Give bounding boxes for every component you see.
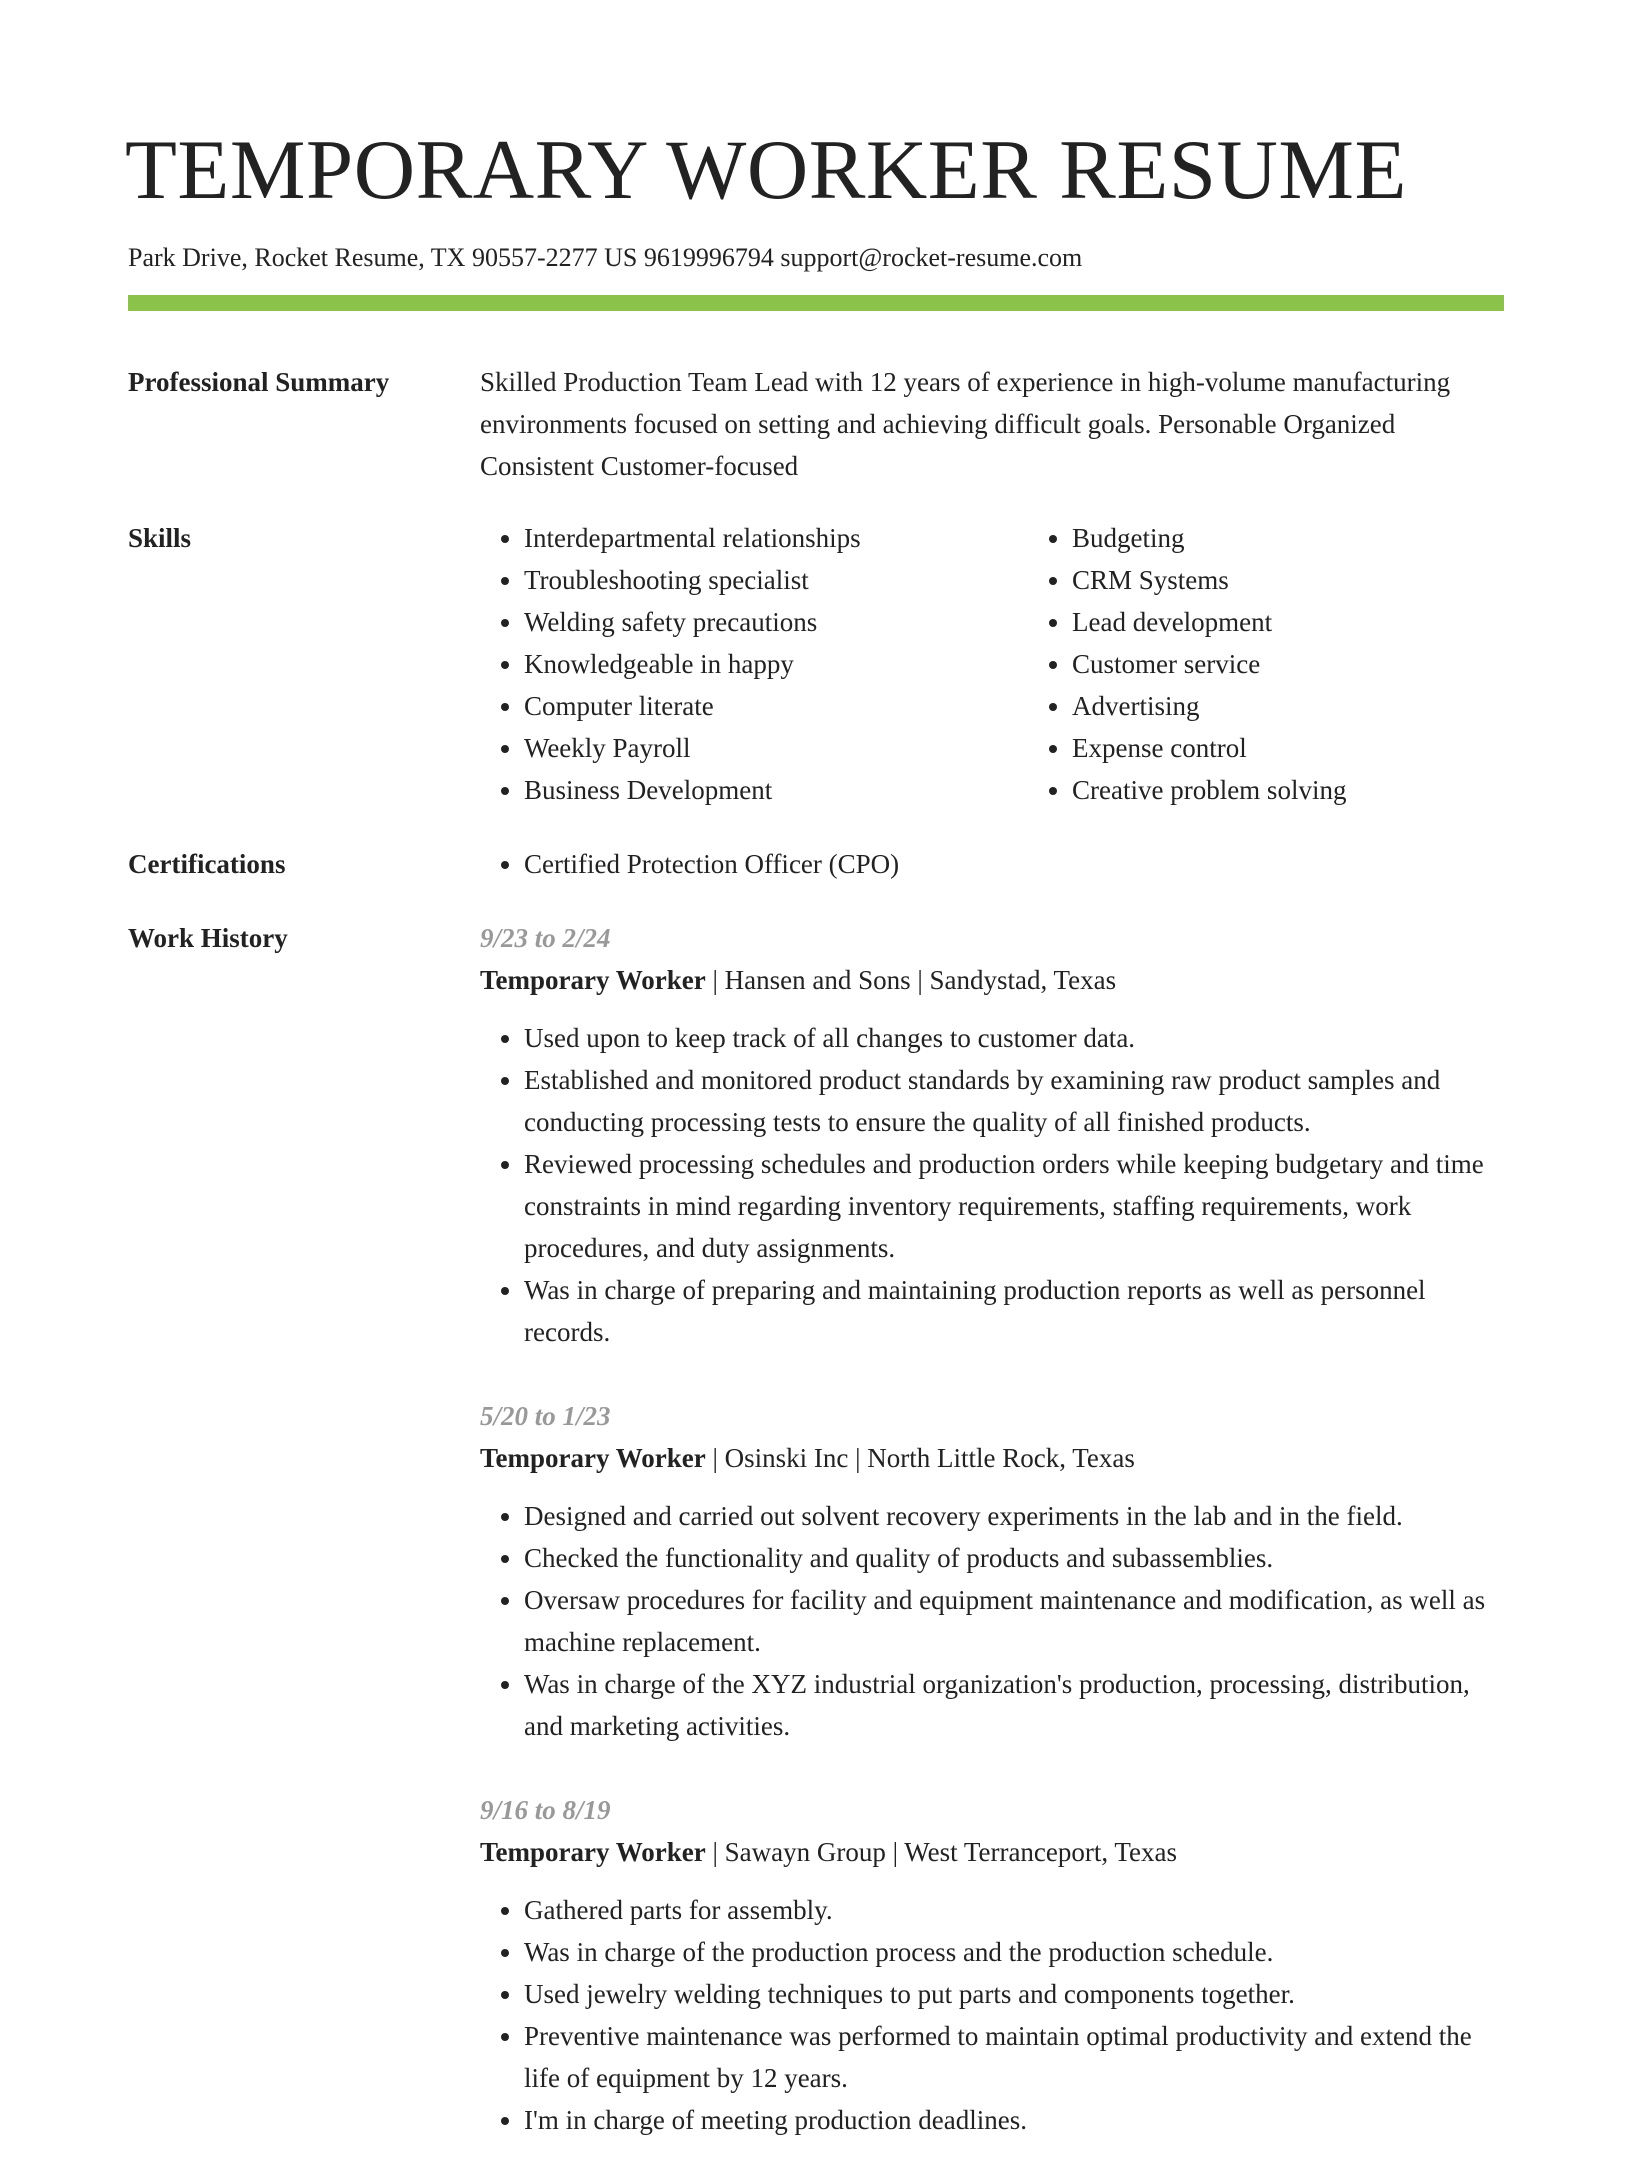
job-bullet: • Reviewed processing schedules and production orders while keeping budgetary and time constraints in mind regarding inventory requirements, staffing requirements, work procedures, and duty assignments. xyxy=(524,1143,1504,1269)
work-history-body xyxy=(480,917,1504,2183)
job-dates: 5/20 to 1/23 xyxy=(480,1400,611,1431)
skills-list-right xyxy=(1028,517,1504,811)
skill-item: • CRM Systems xyxy=(1072,559,1504,601)
skills-section xyxy=(128,517,1504,811)
skill-item: • Creative problem solving xyxy=(1072,769,1504,811)
job-bullet: • Used upon to keep track of all changes to customer data. xyxy=(524,1017,1504,1059)
resume-title: TEMPORARY WORKER RESUME xyxy=(125,123,1407,217)
job-company: Sawayn Group xyxy=(724,1836,886,1867)
job-bullet: • Gathered parts for assembly. xyxy=(524,1889,1504,1931)
job-bullet: • Designed and carried out solvent recovery experiments in the lab and in the field. xyxy=(524,1495,1504,1537)
contact-line: Park Drive, Rocket Resume, TX 90557-2277 US 9619996794 support@rocket-resume.com xyxy=(128,243,1083,272)
job-bullet-list xyxy=(480,1495,1504,1747)
job-bullet: • Used jewelry welding techniques to put parts and components together. xyxy=(524,1973,1504,2015)
section-label-skills: Skills xyxy=(128,522,192,553)
job-location: North Little Rock, Texas xyxy=(867,1442,1135,1473)
professional-summary-section xyxy=(128,361,1504,487)
job-bullet: • Oversaw procedures for facility and equipment maintenance and modification, as well as machine replacement. xyxy=(524,1579,1504,1663)
job-dates: 9/23 to 2/24 xyxy=(480,922,611,953)
skill-item: • Troubleshooting specialist xyxy=(524,559,1028,601)
skill-item: • Business Development xyxy=(524,769,1028,811)
skill-item: • Weekly Payroll xyxy=(524,727,1028,769)
skill-item: • Lead development xyxy=(1072,601,1504,643)
header-divider xyxy=(128,295,1504,311)
job-bullet: • Was in charge of the production process and the production schedule. xyxy=(524,1931,1504,1973)
job-bullet: • I'm in charge of meeting production deadlines. xyxy=(524,2099,1504,2141)
job-location: West Terranceport, Texas xyxy=(904,1836,1177,1867)
skill-item: • Interdepartmental relationships xyxy=(524,517,1028,559)
job-header: Temporary Worker | Hansen and Sons | Sandystad, Texas xyxy=(480,964,1117,995)
skill-item: • Knowledgeable in happy xyxy=(524,643,1028,685)
job-bullet-list xyxy=(480,1889,1504,2141)
job-title: Temporary Worker xyxy=(480,1836,706,1867)
job-header: Temporary Worker | Osinski Inc | North Little Rock, Texas xyxy=(480,1442,1135,1473)
job-title: Temporary Worker xyxy=(480,964,706,995)
job-bullet: • Established and monitored product standards by examining raw product samples and conducting processing tests to ensure the quality of all finished products. xyxy=(524,1059,1504,1143)
job-company: Hansen and Sons xyxy=(724,964,911,995)
job-bullet: • Was in charge of preparing and maintaining production reports as well as personnel records. xyxy=(524,1269,1504,1353)
job-dates: 9/16 to 8/19 xyxy=(480,1794,611,1825)
skills-columns xyxy=(480,517,1504,811)
certification-item: • Certified Protection Officer (CPO) xyxy=(524,843,1504,885)
skill-item: • Computer literate xyxy=(524,685,1028,727)
summary-text: Skilled Production Team Lead with 12 years of experience in high-volume manufacturing environments focused on setting and achieving difficult goals. Personable Organized Consistent Customer-focused xyxy=(480,366,1451,481)
job-bullet: • Checked the functionality and quality of products and subassemblies. xyxy=(524,1537,1504,1579)
section-label-work-history: Work History xyxy=(128,922,288,953)
job-bullet: • Preventive maintenance was performed to maintain optimal productivity and extend the life of equipment by 12 years. xyxy=(524,2015,1504,2099)
job-entry xyxy=(480,1395,1504,1747)
job-location: Sandystad, Texas xyxy=(929,964,1117,995)
work-history-section xyxy=(128,917,1504,2183)
skill-item: • Advertising xyxy=(1072,685,1504,727)
job-entry xyxy=(480,917,1504,1353)
job-title: Temporary Worker xyxy=(480,1442,706,1473)
job-entry xyxy=(480,1789,1504,2141)
job-bullet-list xyxy=(480,1017,1504,1353)
skill-item: • Customer service xyxy=(1072,643,1504,685)
certifications-section xyxy=(128,843,1504,885)
skill-item: • Welding safety precautions xyxy=(524,601,1028,643)
section-label-summary: Professional Summary xyxy=(128,366,390,397)
job-bullet: • Was in charge of the XYZ industrial organization's production, processing, distribution, and marketing activities. xyxy=(524,1663,1504,1747)
certifications-list xyxy=(480,843,1504,885)
skill-item: • Budgeting xyxy=(1072,517,1504,559)
job-header: Temporary Worker | Sawayn Group | West Terranceport, Texas xyxy=(480,1836,1177,1867)
job-company: Osinski Inc xyxy=(724,1442,849,1473)
skill-item: • Expense control xyxy=(1072,727,1504,769)
skills-list-left xyxy=(480,517,1028,811)
section-label-certifications: Certifications xyxy=(128,848,286,879)
certifications-body xyxy=(480,843,1504,885)
